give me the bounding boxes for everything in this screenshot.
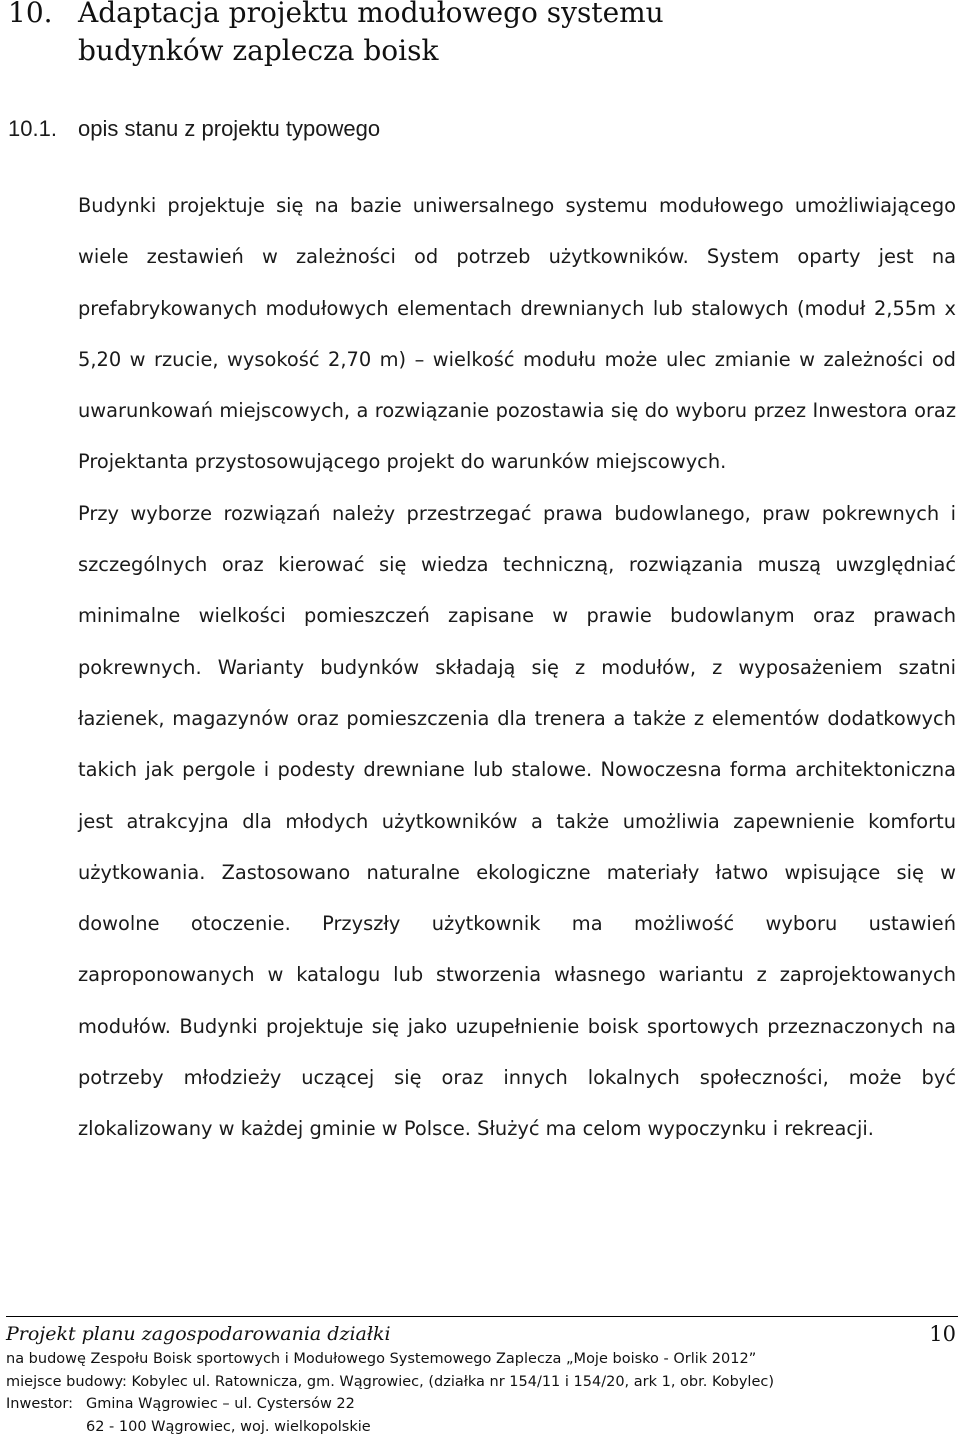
investor-label: Inwestor: xyxy=(6,1396,73,1412)
footer-title: Projekt planu zagospodarowania działki xyxy=(6,1323,391,1345)
page-number: 10 xyxy=(929,1322,956,1346)
section-title-line2: budynków zaplecza boisk xyxy=(78,34,439,67)
section-number: 10. xyxy=(8,0,53,29)
paragraph: Przy wyborze rozwiązań należy przestrzegać prawa budowlanego, praw pokrewnych i szczególnych oraz kierować się wiedza techniczną, rozwiązania muszą uwzględniać minimalne wielkości pomieszczeń zapisane w prawie budowlanym oraz prawach pokrewnych. Warianty budynków składają się z modułów, z wyposażeniem szatni łazienek, magazynów oraz pomieszczenia dla trenera a także z elementów dodatkowych takich jak pergole i podesty drewniane lub stalowe. Nowoczesna forma architektoniczna jest atrakcyjna dla młodych użytkowników a także umożliwia zapewnienie komfortu użytkowania. Zastosowano naturalne ekologiczne materiały łatwo wpisujące się w dowolne otoczenie. Przyszły użytkownik ma możliwość wyboru ustawień zaproponowanych w katalogu lub stworzenia własnego wariantu z zaprojektowanych modułów. Budynki projektuje się jako uzupełnienie boisk sportowych przeznaczonych na potrzeby młodzieży uczącej się oraz innych lokalnych społeczności, może być zlokalizowany w każdej gminie w Polsce. Służyć ma celom wypoczynku i rekreacji. xyxy=(78,501,956,1141)
paragraph: Budynki projektuje się na bazie uniwersalnego systemu modułowego umożliwiającego wiele zestawień w zależności od potrzeb użytkowników. System oparty jest na prefabrykowanych modułowych elementach drewnianych lub stalowych (moduł 2,55m x 5,20 w rzucie, wysokość 2,70 m) – wielkość modułu może ulec zmianie w zależności od uwarunkowań miejscowych, a rozwiązanie pozostawia się do wyboru przez Inwestora oraz Projektanta przystosowującego projekt do warunków miejscowych. xyxy=(78,194,956,474)
subsection-number: 10.1. xyxy=(8,116,57,141)
subsection-title: opis stanu z projektu typowego xyxy=(78,116,381,141)
footer-line-location: miejsce budowy: Kobylec ul. Ratownicza, gm. Wągrowiec, (działka nr 154/11 i 154/20, ark 1, obr. Kobylec) xyxy=(6,1373,775,1390)
subsection-heading xyxy=(8,114,380,144)
footer-divider xyxy=(6,1316,958,1317)
footer-details xyxy=(6,1348,774,1438)
section-title-line1: Adaptacja projektu modułowego systemu xyxy=(78,0,664,29)
footer-line-investor xyxy=(6,1393,774,1416)
footer-line-project: na budowę Zespołu Boisk sportowych i Modułowego Systemowego Zaplecza „Moje boisko - Orlik 2012” xyxy=(6,1351,757,1367)
investor-address-line2: 62 - 100 Wągrowiec, woj. wielkopolskie xyxy=(86,1418,371,1435)
investor-address-line1: Gmina Wągrowiec – ul. Cystersów 22 xyxy=(86,1396,355,1412)
section-heading xyxy=(8,0,664,70)
body-text xyxy=(78,180,956,1155)
